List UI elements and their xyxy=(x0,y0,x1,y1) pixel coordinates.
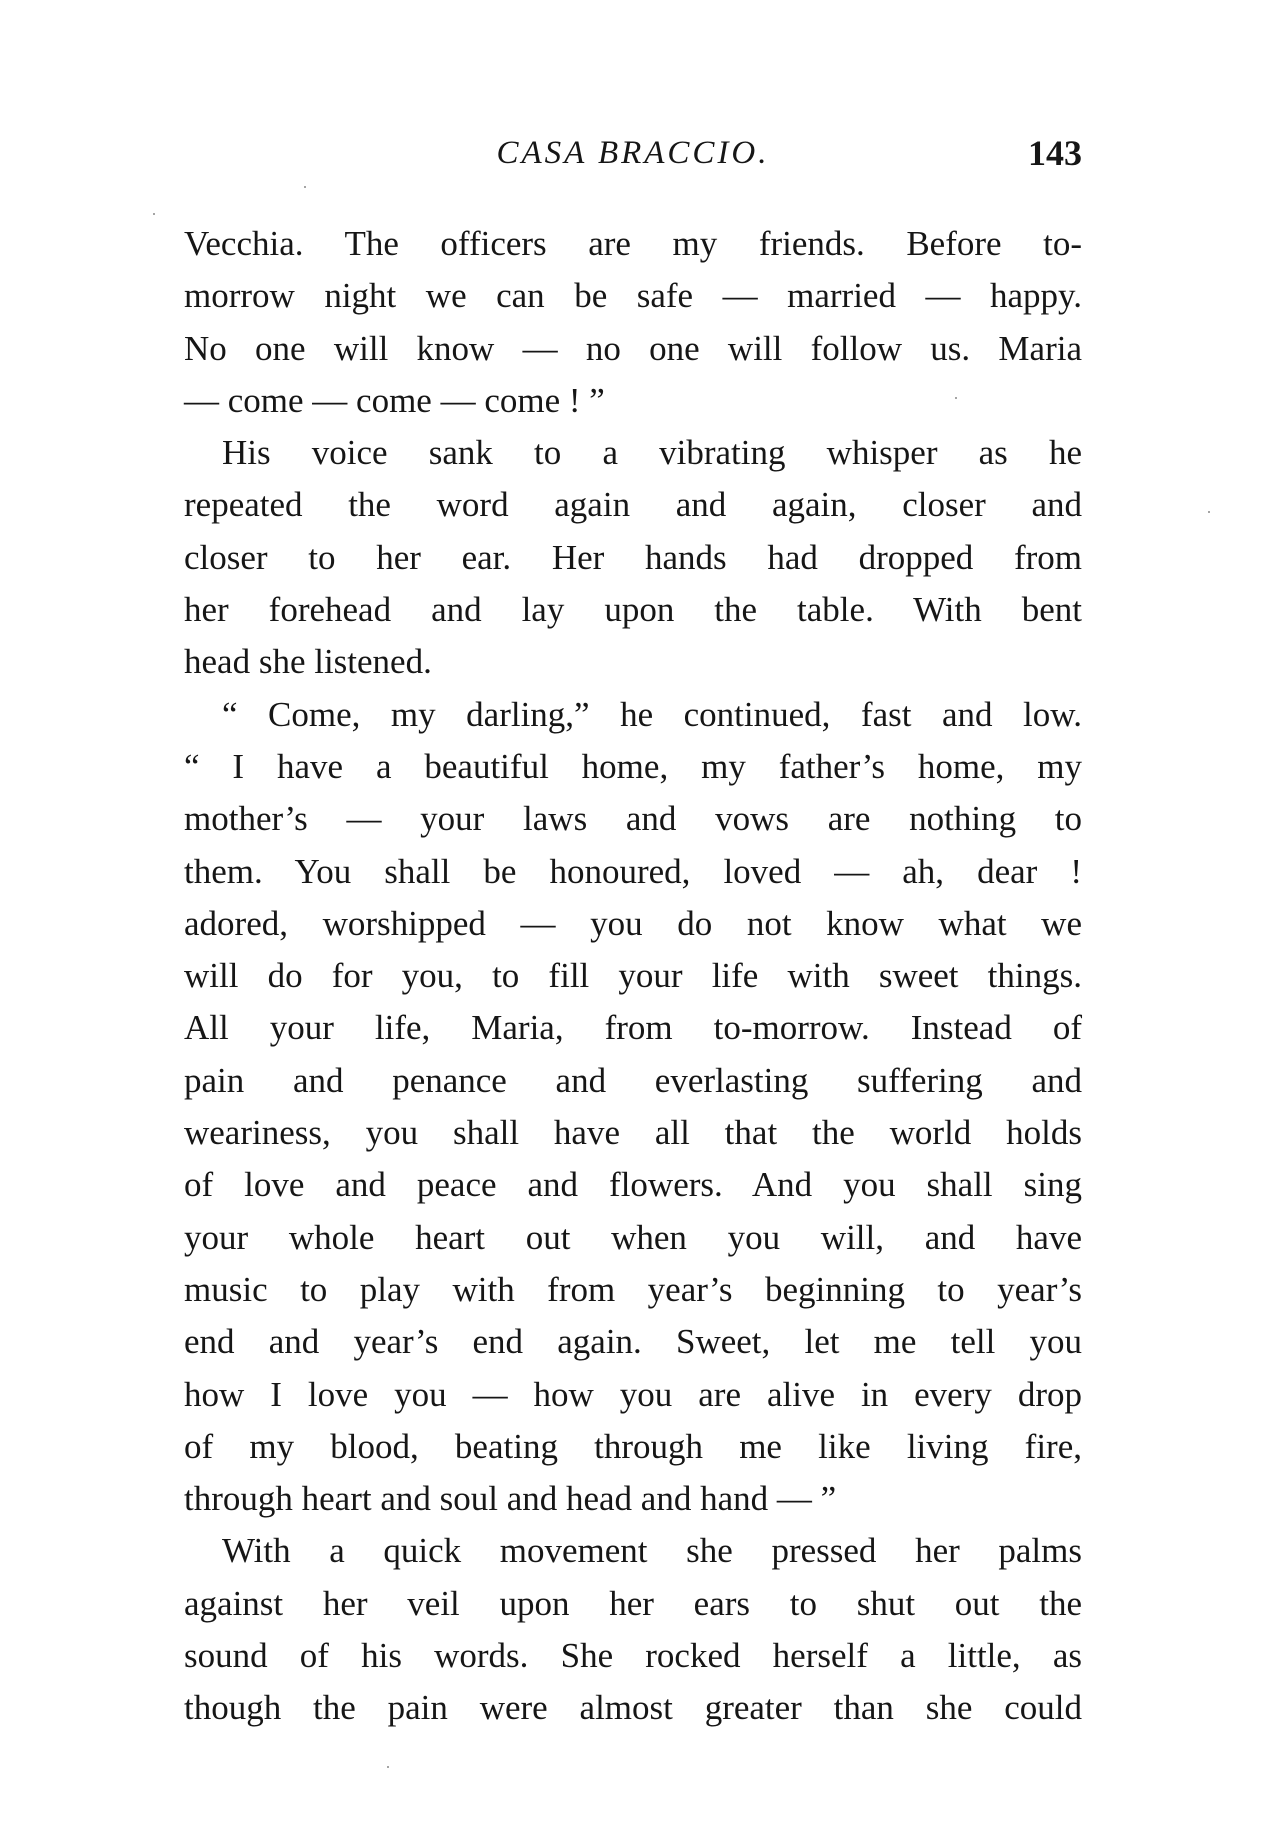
text-line: Vecchia. The officers are my friends. Before to- xyxy=(184,224,1082,263)
text-line: them. You shall be honoured, loved — ah, dear ! xyxy=(184,851,1082,891)
text-line: His voice sank to a vibrating whisper as he xyxy=(222,433,1082,473)
page-header xyxy=(184,128,1082,178)
text-line: end and year’s end again. Sweet, let me tell you xyxy=(184,1322,1082,1362)
text-line: “ Come, my darling,” he continued, fast and low. xyxy=(222,694,1082,734)
text-line: With a quick movement she pressed her palms xyxy=(222,1531,1082,1571)
text-line: — come — come — come ! ” xyxy=(184,380,605,420)
text-line: through heart and soul and head and hand — ” xyxy=(184,1479,837,1519)
text-line: her forehead and lay upon the table. With bent xyxy=(184,590,1082,630)
text-line: against her veil upon her ears to shut out the xyxy=(184,1583,1082,1623)
text-line: All your life, Maria, from to-morrow. Instead of xyxy=(184,1008,1082,1048)
scan-speck xyxy=(153,213,155,215)
body-text xyxy=(184,218,1082,1735)
scan-speck xyxy=(1208,511,1210,513)
running-title: CASA BRACCIO. xyxy=(496,135,770,171)
text-line: head she listened. xyxy=(184,642,432,682)
text-line: closer to her ear. Her hands had dropped from xyxy=(184,537,1082,577)
text-line: pain and penance and everlasting suffering and xyxy=(184,1060,1082,1100)
text-line: your whole heart out when you will, and have xyxy=(184,1217,1082,1257)
scan-speck xyxy=(304,186,306,188)
text-line: repeated the word again and again, closer and xyxy=(184,485,1082,525)
text-line: of my blood, beating through me like living fire, xyxy=(184,1426,1082,1466)
text-line: No one will know — no one will follow us. Maria xyxy=(184,328,1082,368)
text-line: though the pain were almost greater than she could xyxy=(184,1688,1082,1728)
text-line: “ I have a beautiful home, my father’s home, my xyxy=(184,746,1082,786)
text-line: adored, worshipped — you do not know what we xyxy=(184,903,1082,943)
text-line: mother’s — your laws and vows are nothing to xyxy=(184,799,1082,839)
scan-speck xyxy=(955,397,957,399)
text-line: music to play with from year’s beginning to year’s xyxy=(184,1269,1082,1309)
text-line: how I love you — how you are alive in every drop xyxy=(184,1374,1082,1414)
scan-speck xyxy=(387,1766,389,1768)
text-line: will do for you, to fill your life with sweet things. xyxy=(184,956,1082,996)
text-line: weariness, you shall have all that the world holds xyxy=(184,1113,1082,1153)
text-line: of love and peace and flowers. And you shall sing xyxy=(184,1165,1082,1205)
text-line: sound of his words. She rocked herself a little, as xyxy=(184,1636,1082,1676)
page-number: 143 xyxy=(1028,133,1082,173)
text-line: morrow night we can be safe — married — happy. xyxy=(184,276,1082,316)
